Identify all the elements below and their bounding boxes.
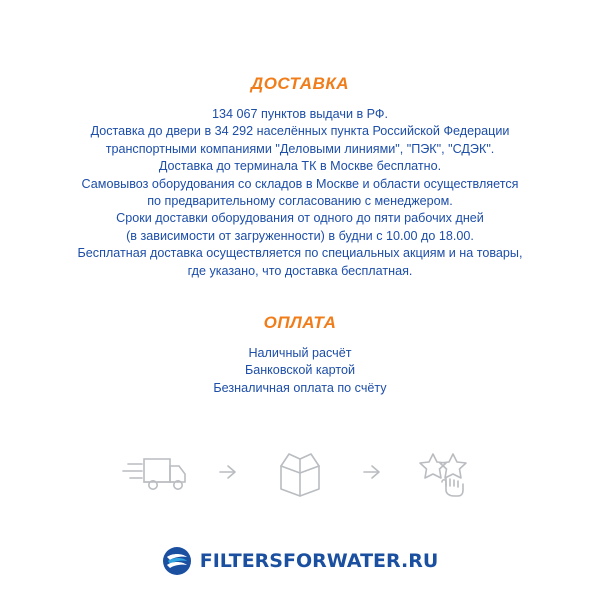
logo-text [200, 550, 439, 572]
delivery-line: транспортными компаниями "Деловыми линиями", "ПЭК", "СДЭК". [105, 141, 495, 156]
payment-section-title: ОПЛАТА [263, 313, 337, 333]
delivery-line: 134 067 пунктов выдачи в РФ. [212, 107, 388, 121]
delivery-description [20, 106, 580, 280]
delivery-line: Доставка до двери в 34 292 населённых пункта Российской Федерации [90, 124, 510, 139]
delivery-line: (в зависимости от загруженности) в будни с 10.00 до 18.00. [126, 228, 474, 243]
delivery-line: Сроки доставки оборудования от одного до пяти рабочих дней [116, 211, 484, 226]
logo-tld: .RU [401, 550, 439, 572]
payment-method: Наличный расчёт [248, 346, 352, 361]
site-logo[interactable] [0, 546, 600, 576]
arrow-right-icon [359, 452, 385, 492]
payment-methods-list [213, 345, 386, 397]
process-icon-row [119, 441, 481, 503]
rating-stars-hand-icon [407, 441, 481, 503]
delivery-section-title: ДОСТАВКА [250, 74, 350, 93]
payment-method: Банковской картой [244, 363, 356, 378]
delivery-line: Доставка до терминала ТК в Москве бесплатно. [158, 159, 442, 174]
delivery-line: Бесплатная доставка осуществляется по специальных акциям и на товары, [77, 246, 523, 261]
payment-method: Безналичная оплата по счёту [213, 380, 387, 395]
wave-logo-icon [162, 546, 192, 576]
delivery-line: Самовывоз оборудования со складов в Москве и области осуществляется [81, 176, 519, 191]
open-box-icon [263, 441, 337, 503]
delivery-truck-icon [119, 441, 193, 503]
arrow-right-icon [215, 452, 241, 492]
delivery-line: по предварительному согласованию с менеджером. [147, 194, 453, 209]
logo-name: FILTERSFORWATER [199, 550, 401, 572]
delivery-line: где указано, что доставка бесплатная. [187, 263, 413, 278]
